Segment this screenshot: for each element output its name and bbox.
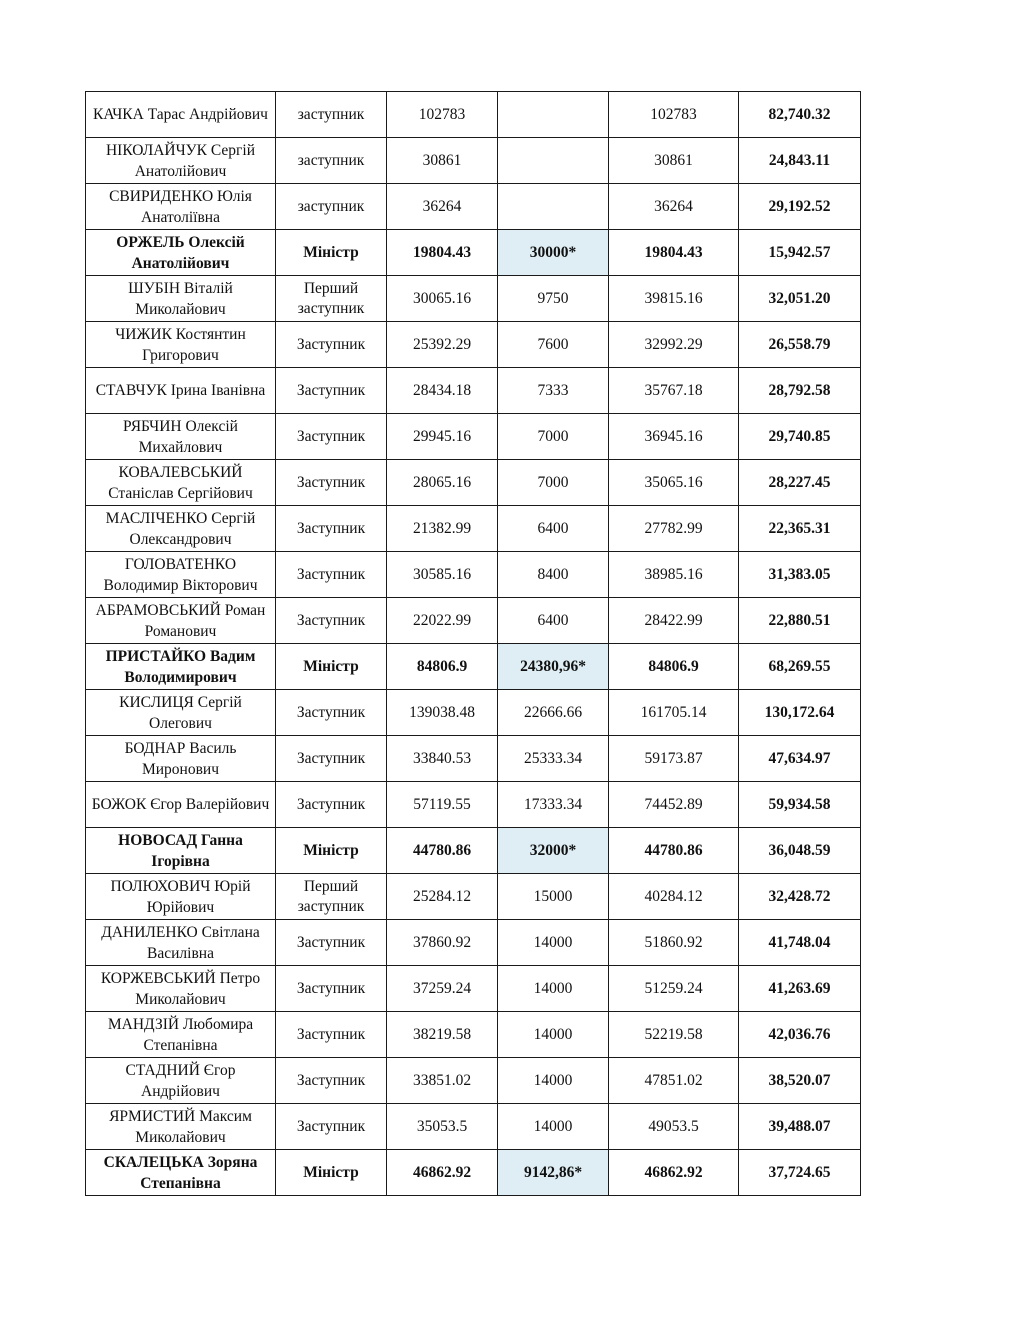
salary-cell: 36264 — [387, 184, 498, 230]
bonus-cell: 22666.66 — [498, 690, 609, 736]
total-cell: 15,942.57 — [739, 230, 861, 276]
total-cell: 36,048.59 — [739, 828, 861, 874]
salary-cell: 19804.43 — [387, 230, 498, 276]
salary-cell: 84806.9 — [387, 644, 498, 690]
salary-cell: 46862.92 — [387, 1150, 498, 1196]
salary-cell: 21382.99 — [387, 506, 498, 552]
salary-cell: 139038.48 — [387, 690, 498, 736]
bonus-cell: 9750 — [498, 276, 609, 322]
total-cell: 41,748.04 — [739, 920, 861, 966]
table-row — [86, 92, 861, 138]
salary-cell: 30065.16 — [387, 276, 498, 322]
table-row — [86, 598, 861, 644]
person-name-cell: КОРЖЕВСЬКИЙ Петро Миколайович — [86, 966, 276, 1012]
position-cell: Заступник — [276, 598, 387, 644]
salary-cell: 29945.16 — [387, 414, 498, 460]
total-cell: 38,520.07 — [739, 1058, 861, 1104]
sum-cell: 36264 — [609, 184, 739, 230]
person-name-cell: ГОЛОВАТЕНКО Володимир Вікторович — [86, 552, 276, 598]
bonus-cell: 14000 — [498, 966, 609, 1012]
position-cell: Заступник — [276, 966, 387, 1012]
position-cell: Заступник — [276, 322, 387, 368]
bonus-cell — [498, 92, 609, 138]
bonus-cell: 25333.34 — [498, 736, 609, 782]
position-cell: заступник — [276, 92, 387, 138]
sum-cell: 32992.29 — [609, 322, 739, 368]
salary-cell: 28434.18 — [387, 368, 498, 414]
person-name-cell: СТАВЧУК Ірина Іванівна — [86, 368, 276, 414]
sum-cell: 27782.99 — [609, 506, 739, 552]
salary-cell: 37860.92 — [387, 920, 498, 966]
table-row — [86, 1058, 861, 1104]
sum-cell: 36945.16 — [609, 414, 739, 460]
total-cell: 47,634.97 — [739, 736, 861, 782]
salary-cell: 30861 — [387, 138, 498, 184]
bonus-cell — [498, 138, 609, 184]
salary-cell: 35053.5 — [387, 1104, 498, 1150]
position-cell: Заступник — [276, 690, 387, 736]
table-row — [86, 552, 861, 598]
sum-cell: 38985.16 — [609, 552, 739, 598]
salary-cell: 44780.86 — [387, 828, 498, 874]
sum-cell: 59173.87 — [609, 736, 739, 782]
sum-cell: 35767.18 — [609, 368, 739, 414]
total-cell: 130,172.64 — [739, 690, 861, 736]
total-cell: 22,880.51 — [739, 598, 861, 644]
sum-cell: 35065.16 — [609, 460, 739, 506]
salary-cell: 30585.16 — [387, 552, 498, 598]
table-row — [86, 782, 861, 828]
table-row — [86, 828, 861, 874]
bonus-cell: 32000* — [498, 828, 609, 874]
salary-cell: 28065.16 — [387, 460, 498, 506]
total-cell: 31,383.05 — [739, 552, 861, 598]
position-cell: Перший заступник — [276, 874, 387, 920]
salary-cell: 25392.29 — [387, 322, 498, 368]
bonus-cell: 7000 — [498, 460, 609, 506]
person-name-cell: ПРИСТАЙКО Вадим Володимирович — [86, 644, 276, 690]
bonus-cell: 8400 — [498, 552, 609, 598]
bonus-cell: 14000 — [498, 1104, 609, 1150]
salary-cell: 102783 — [387, 92, 498, 138]
total-cell: 26,558.79 — [739, 322, 861, 368]
total-cell: 82,740.32 — [739, 92, 861, 138]
bonus-cell: 17333.34 — [498, 782, 609, 828]
person-name-cell: КОВАЛЕВСЬКИЙ Станіслав Сергійович — [86, 460, 276, 506]
position-cell: Заступник — [276, 368, 387, 414]
table-row — [86, 1104, 861, 1150]
sum-cell: 74452.89 — [609, 782, 739, 828]
total-cell: 39,488.07 — [739, 1104, 861, 1150]
person-name-cell: СТАДНИЙ Єгор Андрійович — [86, 1058, 276, 1104]
position-cell: Заступник — [276, 1058, 387, 1104]
position-cell: Заступник — [276, 414, 387, 460]
salary-cell: 22022.99 — [387, 598, 498, 644]
position-cell: Заступник — [276, 552, 387, 598]
total-cell: 59,934.58 — [739, 782, 861, 828]
table-row — [86, 460, 861, 506]
person-name-cell: ПОЛЮХОВИЧ Юрій Юрійович — [86, 874, 276, 920]
sum-cell: 84806.9 — [609, 644, 739, 690]
table-row — [86, 138, 861, 184]
position-cell: Заступник — [276, 782, 387, 828]
person-name-cell: КАЧКА Тарас Андрійович — [86, 92, 276, 138]
person-name-cell: АБРАМОВСЬКИЙ Роман Романович — [86, 598, 276, 644]
total-cell: 29,192.52 — [739, 184, 861, 230]
table-row — [86, 322, 861, 368]
table-row — [86, 690, 861, 736]
sum-cell: 49053.5 — [609, 1104, 739, 1150]
salary-table-body — [86, 92, 861, 1196]
total-cell: 28,227.45 — [739, 460, 861, 506]
bonus-cell — [498, 184, 609, 230]
total-cell: 22,365.31 — [739, 506, 861, 552]
person-name-cell: МАНДЗІЙ Любомира Степанівна — [86, 1012, 276, 1058]
person-name-cell: ШУБІН Віталій Миколайович — [86, 276, 276, 322]
table-row — [86, 736, 861, 782]
bonus-cell: 7333 — [498, 368, 609, 414]
position-cell: Заступник — [276, 920, 387, 966]
person-name-cell: КИСЛИЦЯ Сергій Олегович — [86, 690, 276, 736]
table-row — [86, 1012, 861, 1058]
bonus-cell: 14000 — [498, 1012, 609, 1058]
person-name-cell: ДАНИЛЕНКО Світлана Василівна — [86, 920, 276, 966]
sum-cell: 161705.14 — [609, 690, 739, 736]
person-name-cell: ЧИЖИК Костянтин Григорович — [86, 322, 276, 368]
bonus-cell: 7000 — [498, 414, 609, 460]
position-cell: Заступник — [276, 736, 387, 782]
person-name-cell: РЯБЧИН Олексій Михайлович — [86, 414, 276, 460]
total-cell: 32,051.20 — [739, 276, 861, 322]
table-row — [86, 506, 861, 552]
table-row — [86, 644, 861, 690]
sum-cell: 47851.02 — [609, 1058, 739, 1104]
position-cell: Перший заступник — [276, 276, 387, 322]
person-name-cell: ЯРМИСТИЙ Максим Миколайович — [86, 1104, 276, 1150]
person-name-cell: СКАЛЕЦЬКА Зоряна Степанівна — [86, 1150, 276, 1196]
salary-cell: 25284.12 — [387, 874, 498, 920]
position-cell: Заступник — [276, 1012, 387, 1058]
sum-cell: 51860.92 — [609, 920, 739, 966]
sum-cell: 28422.99 — [609, 598, 739, 644]
position-cell: Заступник — [276, 506, 387, 552]
position-cell: Міністр — [276, 828, 387, 874]
total-cell: 37,724.65 — [739, 1150, 861, 1196]
sum-cell: 40284.12 — [609, 874, 739, 920]
person-name-cell: ОРЖЕЛЬ Олексій Анатолійович — [86, 230, 276, 276]
bonus-cell: 15000 — [498, 874, 609, 920]
bonus-cell: 30000* — [498, 230, 609, 276]
sum-cell: 102783 — [609, 92, 739, 138]
table-row — [86, 368, 861, 414]
bonus-cell: 14000 — [498, 1058, 609, 1104]
bonus-cell: 9142,86* — [498, 1150, 609, 1196]
position-cell: заступник — [276, 184, 387, 230]
person-name-cell: НОВОСАД Ганна Ігорівна — [86, 828, 276, 874]
table-row — [86, 184, 861, 230]
person-name-cell: МАСЛІЧЕНКО Сергій Олександрович — [86, 506, 276, 552]
sum-cell: 39815.16 — [609, 276, 739, 322]
position-cell: Міністр — [276, 644, 387, 690]
salary-table — [85, 91, 861, 1196]
position-cell: заступник — [276, 138, 387, 184]
bonus-cell: 24380,96* — [498, 644, 609, 690]
sum-cell: 51259.24 — [609, 966, 739, 1012]
sum-cell: 52219.58 — [609, 1012, 739, 1058]
sum-cell: 30861 — [609, 138, 739, 184]
person-name-cell: БОДНАР Василь Миронович — [86, 736, 276, 782]
total-cell: 24,843.11 — [739, 138, 861, 184]
person-name-cell: БОЖОК Єгор Валерійович — [86, 782, 276, 828]
sum-cell: 44780.86 — [609, 828, 739, 874]
bonus-cell: 14000 — [498, 920, 609, 966]
person-name-cell: НІКОЛАЙЧУК Сергій Анатолійович — [86, 138, 276, 184]
bonus-cell: 7600 — [498, 322, 609, 368]
total-cell: 29,740.85 — [739, 414, 861, 460]
position-cell: Заступник — [276, 1104, 387, 1150]
sum-cell: 46862.92 — [609, 1150, 739, 1196]
table-row — [86, 966, 861, 1012]
person-name-cell: СВИРИДЕНКО Юлія Анатоліївна — [86, 184, 276, 230]
salary-cell: 33840.53 — [387, 736, 498, 782]
salary-cell: 57119.55 — [387, 782, 498, 828]
salary-cell: 33851.02 — [387, 1058, 498, 1104]
table-row — [86, 1150, 861, 1196]
table-row — [86, 874, 861, 920]
position-cell: Міністр — [276, 230, 387, 276]
bonus-cell: 6400 — [498, 598, 609, 644]
salary-cell: 38219.58 — [387, 1012, 498, 1058]
table-row — [86, 414, 861, 460]
total-cell: 32,428.72 — [739, 874, 861, 920]
total-cell: 68,269.55 — [739, 644, 861, 690]
table-row — [86, 276, 861, 322]
total-cell: 28,792.58 — [739, 368, 861, 414]
salary-cell: 37259.24 — [387, 966, 498, 1012]
sum-cell: 19804.43 — [609, 230, 739, 276]
position-cell: Заступник — [276, 460, 387, 506]
total-cell: 41,263.69 — [739, 966, 861, 1012]
position-cell: Міністр — [276, 1150, 387, 1196]
table-row — [86, 920, 861, 966]
table-row — [86, 230, 861, 276]
bonus-cell: 6400 — [498, 506, 609, 552]
total-cell: 42,036.76 — [739, 1012, 861, 1058]
